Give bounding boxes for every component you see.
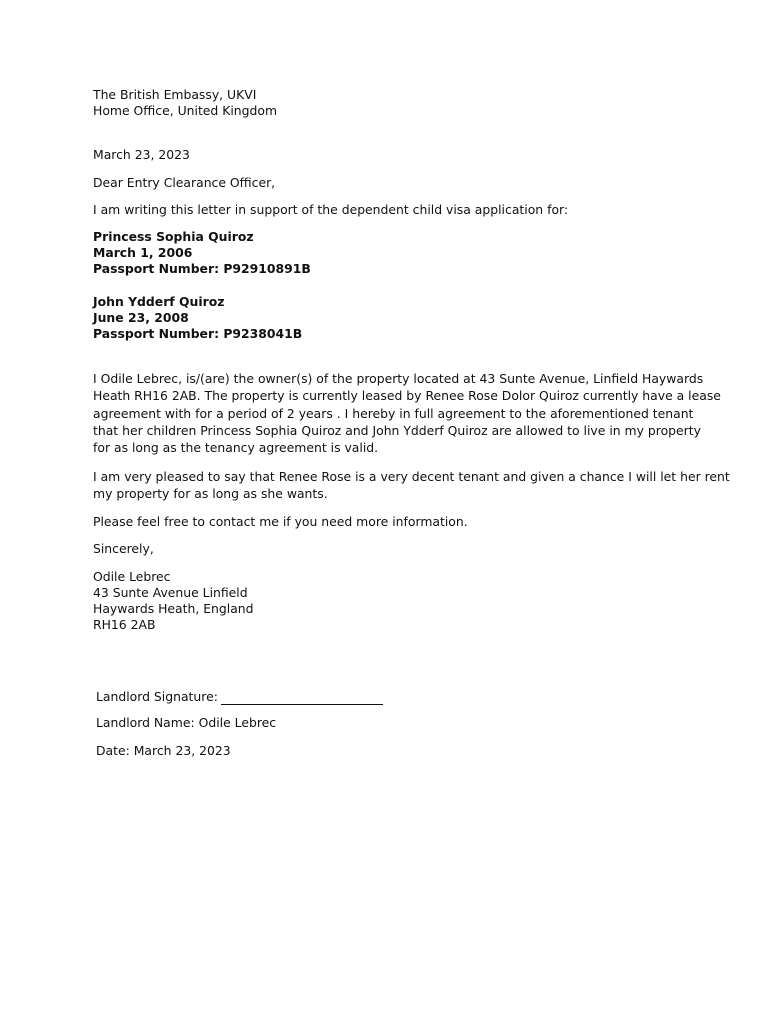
letter-date: March 23, 2023 [93,147,190,162]
child-1-dob: March 1, 2006 [93,245,193,260]
sender-postcode: RH16 2AB [93,617,156,632]
landlord-name-line: Landlord Name: Odile Lebrec [96,715,277,730]
body-paragraph-1-line: I Odile Lebrec, is/(are) the owner(s) of the property located at 43 Sunte Avenue, Linfield Haywards [93,371,704,386]
body-paragraph-1 [93,370,721,456]
child-2-dob: June 23, 2008 [93,310,189,325]
signature-field[interactable] [221,690,383,705]
child-1-passport: Passport Number: P92910891B [93,261,311,276]
child-2-name: John Ydderf Quiroz [93,294,225,309]
child-1-name: Princess Sophia Quiroz [93,229,254,244]
signature-line [96,689,383,705]
body-paragraph-1-line: agreement with for a period of 2 years . I hereby in full agreement to the aforementioned tenant [93,405,694,421]
signature-date-line: Date: March 23, 2023 [96,743,231,758]
body-paragraph-2-line: I am very pleased to say that Renee Rose is a very decent tenant and given a chance I will let her rent [93,469,730,484]
child-2-passport: Passport Number: P9238041B [93,326,303,341]
closing: Sincerely, [93,541,154,556]
body-paragraph-1-line: for as long as the tenancy agreement is valid. [93,440,379,456]
body-paragraph-2-line: my property for as long as she wants. [93,486,328,502]
recipient-line-1: The British Embassy, UKVI [93,87,257,102]
body-paragraph-2 [93,468,730,503]
intro-text: I am writing this letter in support of the dependent child visa application for: [93,202,569,217]
recipient-line-2: Home Office, United Kingdom [93,103,278,118]
signature-label: Landlord Signature: [96,689,218,704]
body-paragraph-1-line: that her children Princess Sophia Quiroz and John Ydderf Quiroz are allowed to live in my property [93,422,701,438]
sender-name: Odile Lebrec [93,569,171,584]
salutation: Dear Entry Clearance Officer, [93,175,276,190]
sender-address-2: Haywards Heath, England [93,601,254,616]
sender-address-1: 43 Sunte Avenue Linfield [93,585,248,600]
body-paragraph-1-line: Heath RH16 2AB. The property is currently leased by Renee Rose Dolor Quiroz currently have a lease [93,388,721,404]
contact-line: Please feel free to contact me if you need more information. [93,514,468,529]
